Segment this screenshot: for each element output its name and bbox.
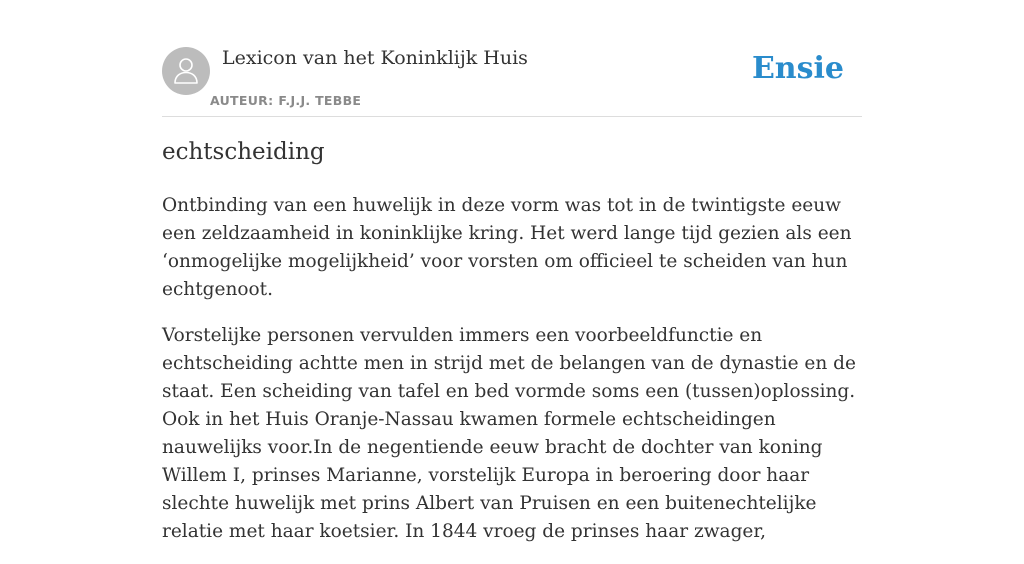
entry-title: echtscheiding — [162, 139, 325, 165]
page-header — [162, 47, 862, 117]
entry-body — [162, 192, 862, 564]
ensie-logo-link[interactable]: Ensie — [751, 51, 844, 86]
user-icon — [172, 56, 200, 86]
entry-paragraph: Vorstelijke personen vervulden immers een voorbeeldfunctie en echtscheiding achtte men in strijd met de belangen van de dynastie en de staat. Een scheiding van tafel en bed vormde soms een (tussen)oplossing. Ook in het Huis Oranje-Nassau kwamen formele echtscheidingen nauwelijks voor.In de negentiende eeuw bracht de dochter van koning Willem I, prinses Marianne, vorstelijk Europa in beroering door haar slechte huwelijk met prins Albert van Pruisen en een buitenechtelijke relatie met haar koetsier. In 1844 vroeg de prinses haar zwager, — [162, 325, 856, 542]
author-label: AUTEUR: — [210, 93, 274, 108]
author-avatar[interactable] — [162, 47, 210, 95]
entry-paragraph: Ontbinding van een huwelijk in deze vorm was tot in de twintigste eeuw een zeldzaamheid in koninklijke kring. Het werd lange tijd gezien als een ‘onmogelijke mogelijkheid’ voor vorsten om officieel te scheiden van hun echtgenoot. — [162, 195, 852, 300]
author-name[interactable]: F.J.J. TEBBE — [278, 93, 362, 108]
author-line — [210, 93, 361, 108]
book-title-link[interactable]: Lexicon van het Koninklijk Huis — [222, 47, 528, 69]
